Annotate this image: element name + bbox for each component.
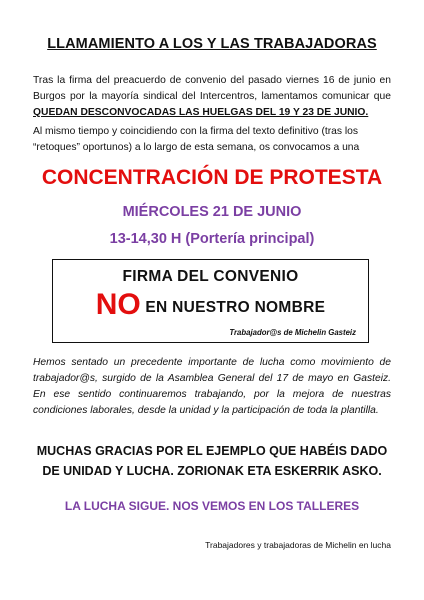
precedent-paragraph: Hemos sentado un precedente importante de lucha como movimiento de trabajador@s, surgido de la Asamblea General del 17 de mayo en Gasteiz. En ese sentido continuaremos trabajando, por la mejora de nuestras condiciones laborales, desde la unidad y la participación de toda la plantilla.	[33, 357, 391, 416]
intro-paragraph	[33, 73, 391, 121]
slogan-line2	[53, 288, 368, 322]
footer-signature: Trabajadores y trabajadoras de Michelin en lucha	[205, 540, 391, 550]
intro-text: Tras la firma del preacuerdo de convenio del pasado viernes 16 de junio en Burgos por la mayoría sindical del Intercentros, lamentamos comunicar que	[33, 75, 391, 102]
protest-time: 13-14,30 H (Portería principal)	[109, 231, 315, 247]
slogan-line2-rest: EN NUESTRO NOMBRE	[140, 299, 326, 316]
closing-slogan: LA LUCHA SIGUE. NOS VEMOS EN LOS TALLERES	[64, 499, 360, 513]
slogan-signature: Trabajador@s de Michelin Gasteiz	[229, 328, 356, 337]
convocation-paragraph: Al mismo tiempo y coincidiendo con la firma del texto definitivo (tras los “retoques” oportunos) a lo largo de esta semana, os convocamos a una	[33, 126, 360, 153]
slogan-line1: FIRMA DEL CONVENIO	[122, 268, 299, 285]
strike-cancel-notice: QUEDAN DESCONVOCADAS LAS HUELGAS DEL 19 Y 23 DE JUNIO.	[33, 107, 369, 118]
slogan-no: NO	[95, 288, 141, 321]
page-title	[0, 36, 424, 52]
page-title-text: LLAMAMIENTO A LOS Y LAS TRABAJADORAS	[47, 36, 377, 52]
thanks-message: MUCHAS GRACIAS POR EL EJEMPLO QUE HABÉIS DADO DE UNIDAD Y LUCHA. ZORIONAK ETA ESKERRIK ASKO.	[36, 444, 388, 478]
protest-heading: CONCENTRACIÓN DE PROTESTA	[41, 166, 383, 189]
protest-date: MIÉRCOLES 21 DE JUNIO	[122, 204, 302, 220]
slogan-box	[52, 259, 369, 343]
